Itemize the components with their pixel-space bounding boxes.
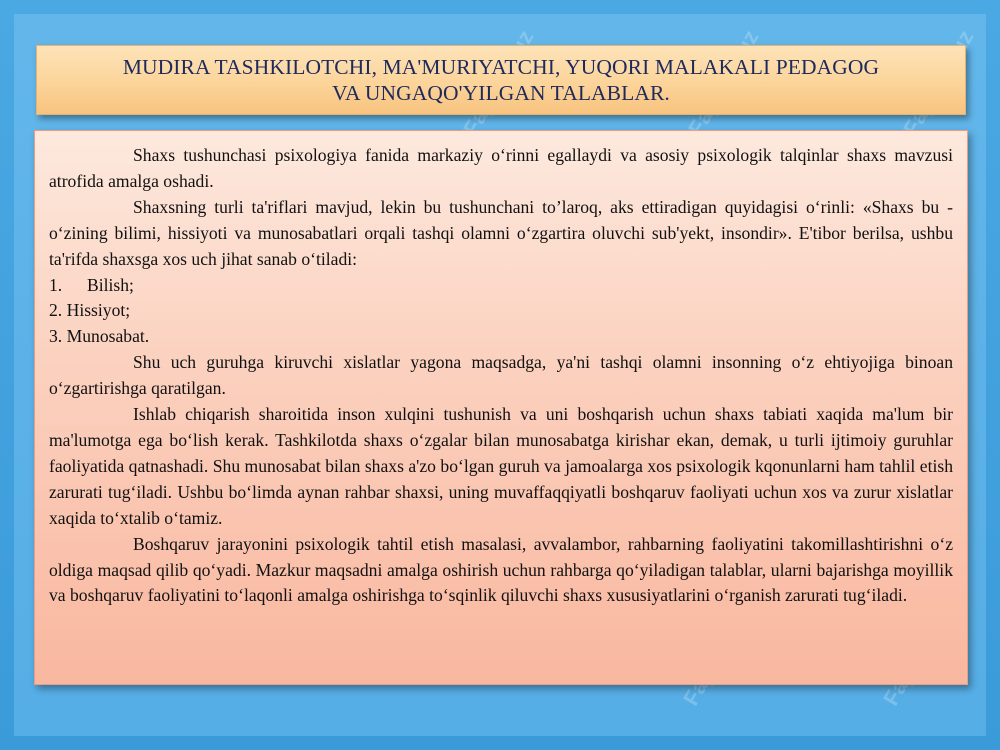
list-item-text: Munosabat. xyxy=(66,326,150,347)
list-item-number: 3. xyxy=(49,326,63,347)
body-paragraph-1: Shaxs tushunchasi psixologiya fanida markaziy o‘rinni egallaydi va asosiy psixologik talqinlar shaxs mavzusi atrofida amalga oshadi. xyxy=(49,145,953,191)
body-paragraph-2: Shaxsning turli ta'riflari mavjud, lekin bu tushunchani to’laroq, aks ettiradigan quyidagisi o‘rinli: «Shaxs bu - o‘zining bilimi, hissiyoti va munosabatlari orqali tashqi olamni o‘zgartira oluvchi sub'yekt, insondir». E'tibor berilsa, ushbu ta'rifda shaxsga xos uch jihat sanab o‘tiladi: xyxy=(49,196,953,269)
slide-title-box xyxy=(36,45,966,115)
slide-title xyxy=(123,54,879,106)
list-item-number: 2. xyxy=(49,300,63,321)
list-item-text: Hissiyot; xyxy=(66,300,131,321)
list-item-text: Bilish; xyxy=(87,274,134,295)
body-paragraph-5: Boshqaruv jarayonini psixologik tahtil etish masalasi, avvalambor, rahbarning faoliyatini takomillashtirishni o‘z oldiga maqsad qilib qo‘yadi. Mazkur maqsadni amalga oshirish uchun rahbarga qo‘yiladigan talablar, ularni bajarishga moyillik va boshqaruv faoliyatini to‘laqonli amalga oshirishga to‘sqinlik qiluvchi shaxs xususiyatlarini o‘rganish zarurati tug‘iladi. xyxy=(49,533,953,606)
list-item-1 xyxy=(49,273,953,299)
slide-title-line-1: MUDIRA TASHKILOTCHI, MA'MURIYATCHI, YUQORI MALAKALI PEDAGOG xyxy=(122,54,880,79)
body-paragraph-4: Ishlab chiqarish sharoitida inson xulqini tushunish va uni boshqarish uchun shaxs tabiati xaqida ma'lum bir ma'lumotga ega bo‘lish kerak. Tashkilotda shaxs o‘zgalar bilan munosabatga kirishar ekan, demak, u turli ijtimoiy guruhlar faoliyatida qatnashadi. Shu munosabat bilan shaxs a'zo bo‘lgan guruh va jamoalarga xos psixologik kqonunlarni ham tahlil etish zarurati tug‘iladi. Ushbu bo‘limda aynan rahbar shaxsi, uning muvaffaqqiyatli boshqaruv faoliyati uchun xos va zurur xislatlar xaqida to‘xtalib o‘tamiz. xyxy=(49,404,953,528)
list-item-number: 1. xyxy=(49,274,63,295)
slide-body-box xyxy=(34,130,968,685)
body-paragraph-3: Shu uch guruhga kiruvchi xislatlar yagona maqsadga, ya'ni tashqi olamni insonning o‘z ehtiyojiga binoan o‘zgartirishga qaratilgan. xyxy=(49,352,953,399)
slide-title-line-2: VA UNGAQO'YILGAN TALABLAR. xyxy=(332,81,670,105)
list-item-3 xyxy=(49,324,953,350)
list-item-2 xyxy=(49,298,953,324)
